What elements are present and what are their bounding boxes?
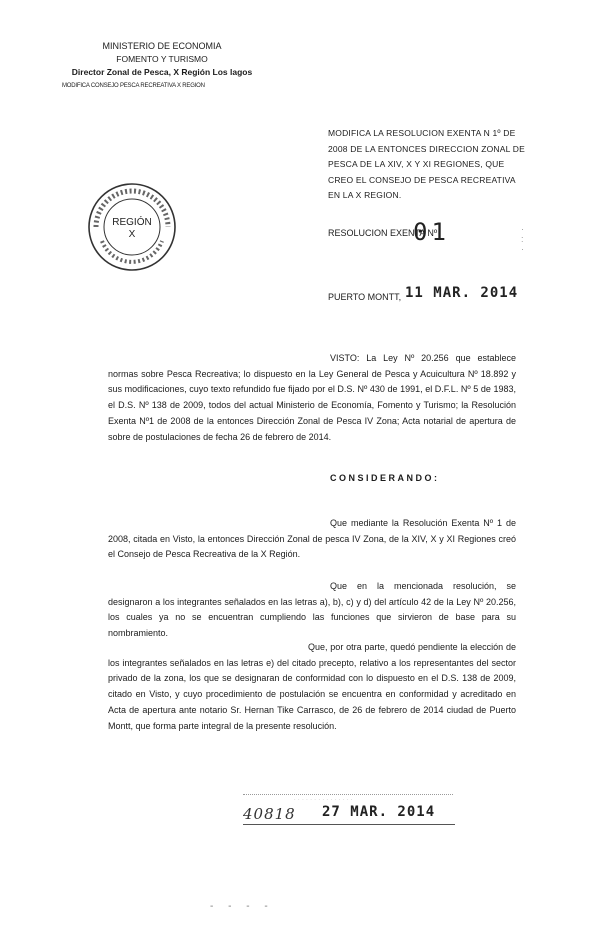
resolution-subject: MODIFICA LA RESOLUCION EXENTA N 1º DE 2008 DE LA ENTONCES DIRECCION ZONAL DE PESCA DE LA XIV, X Y XI REGIONES, QUE CREO EL CONSEJO DE PESCA RECREATIVA EN LA X REGION. <box>328 128 526 200</box>
seal-icon <box>86 181 178 273</box>
footer-date-stamp: 27 MAR. 2014 <box>322 804 436 820</box>
margin-marks: · : · <box>521 224 524 254</box>
seal-line-1: REGIÓN <box>112 217 152 228</box>
date-stamp: 11 MAR. 2014 <box>405 285 519 301</box>
footer-divider <box>243 794 453 795</box>
seal-line-2: X <box>128 229 136 240</box>
considerando-paragraph-2: Que en la mencionada resolución, se designaron a los integrantes señalados en las letras a), b), c) y d) del artículo 42 de la Ley Nº 20.256, los cuales ya no se encuentran cumpliendo las funciones que sirvieron de base para su nombramiento. <box>108 581 516 639</box>
considerando-heading: CONSIDERANDO: <box>330 473 440 483</box>
footer-underline <box>243 824 455 825</box>
footer-faint-stamp: · · · · · · · · · · · · · · · <box>294 797 353 803</box>
letterhead <box>62 40 262 93</box>
visto-text: La Ley Nº 20.256 que establece normas sobre Pesca Recreativa; lo dispuesto en la Ley General de Pesca y Acuicultura Nº 18.892 y sus modificaciones, cuyo texto refundido fue fijado por el D.S. Nº 430 de 1991, el D.F.L. Nº 5 de 1983, el D.S. Nº 138 de 2009, todos del actual Ministerio de Economía, Fomento y Turismo; la Resolución Exenta Nº1 de 2008 de la entonces Dirección Zonal de Pesca IV Zona; Acta notarial de apertura de sobre de postulaciones de fecha 26 de febrero de 2014. <box>108 353 516 442</box>
resolution-label: RESOLUCION EXENTA Nº <box>328 228 438 238</box>
resolution-number: 01 <box>413 218 450 246</box>
department-name: FOMENTO Y TURISMO <box>116 54 208 64</box>
considerando-paragraph-1: Que mediante la Resolución Exenta Nº 1 de 2008, citada en Visto, la entonces Dirección Zonal de pesca IV Zona, de la XIV, X y XI Regiones creó el Consejo de Pesca Recreativa de la X Región. <box>108 518 516 560</box>
reference-note: MODIFICA CONSEJO PESCA RECREATIVA X REGION <box>62 83 205 89</box>
bottom-marks: - - - - <box>210 901 274 912</box>
visto-lead: VISTO: <box>330 353 360 363</box>
visto-paragraph <box>108 351 516 445</box>
place-label: PUERTO MONTT, <box>328 292 402 302</box>
ministry-name: MINISTERIO DE ECONOMIA <box>102 41 222 51</box>
official-seal <box>86 181 178 273</box>
considerando-paragraph-3: Que, por otra parte, quedó pendiente la elección de los integrantes señalados en las letras e) del citado precepto, relativo a los representantes del sector privado de la zona, los que se designaran de conformidad con lo dispuesto en el D.S. 138 de 2009, citado en Visto, y cuyo procedimiento de postulación se encuentra en conformidad y acreditado en Acta de apertura ante notario Sr. Hernan Tike Carrasco, de 26 de febrero de 2014 ciudad de Puerto Montt, que forma parte integral de la presente resolución. <box>108 642 516 731</box>
director-role: Director Zonal de Pesca, X Región Los lagos <box>71 67 253 77</box>
handwritten-number: 40818 <box>243 805 296 823</box>
